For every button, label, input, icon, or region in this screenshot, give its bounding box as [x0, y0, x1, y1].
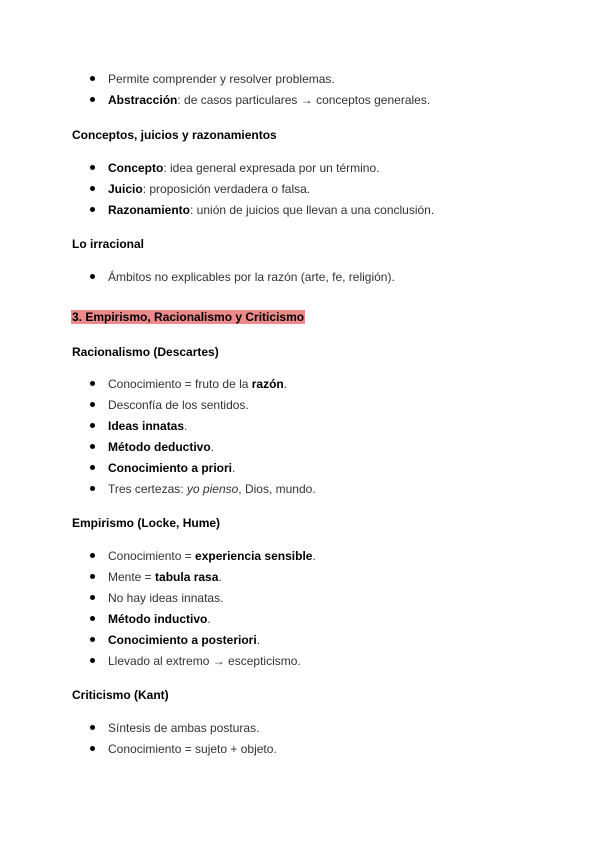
item-text: : idea general expresada por un término. — [163, 161, 380, 175]
item-text: . — [232, 461, 236, 475]
bullet-icon — [90, 637, 95, 642]
list-item — [108, 570, 222, 584]
bullet-icon — [90, 274, 95, 279]
item-text: Permite comprender y resolver problemas. — [108, 72, 335, 86]
item-text: : proposición verdadera o falsa. — [142, 182, 311, 196]
bullet-icon — [90, 595, 95, 600]
item-text: . — [184, 419, 188, 433]
bullet-icon — [90, 486, 95, 491]
bullet-icon — [90, 553, 95, 558]
item-text: . — [207, 612, 211, 626]
list-item — [108, 72, 335, 86]
item-text: Llevado al extremo → escepticismo. — [108, 654, 301, 668]
bold-term: Razonamiento — [108, 203, 191, 217]
bullet-icon — [90, 207, 95, 212]
bullet-icon — [90, 616, 95, 621]
section-heading: Conceptos, juicios y razonamientos — [72, 128, 277, 142]
bold-term: Abstracción — [108, 93, 178, 107]
bold-term: Conocimiento a priori — [108, 461, 233, 475]
section-heading: 3. Empirismo, Racionalismo y Criticismo — [72, 310, 305, 324]
item-text: : de casos particulares → conceptos generales. — [177, 93, 431, 107]
section-heading: Racionalismo (Descartes) — [72, 345, 219, 359]
list-item — [108, 93, 430, 107]
list-item — [108, 721, 259, 735]
bullet-icon — [90, 381, 95, 386]
section-heading: Empirismo (Locke, Hume) — [72, 516, 221, 530]
bold-term: experiencia sensible — [195, 549, 313, 563]
bullet-icon — [90, 658, 95, 663]
bullet-icon — [90, 574, 95, 579]
bullet-icon — [90, 423, 95, 428]
item-text: , Dios, mundo. — [238, 482, 316, 496]
item-text: Mente = — [108, 570, 156, 584]
list-item — [108, 377, 287, 391]
bold-term: Método deductivo — [108, 440, 211, 454]
bold-term: Concepto — [108, 161, 164, 175]
list-item — [108, 440, 214, 454]
italic-text: yo pienso — [186, 482, 239, 496]
list-item — [108, 549, 316, 563]
list-item — [108, 398, 249, 412]
item-text: Ámbitos no explicables por la razón (arte, fe, religión). — [108, 270, 395, 284]
list-item — [108, 270, 395, 284]
list-item — [108, 161, 379, 175]
list-item — [108, 654, 301, 668]
list-item — [108, 591, 223, 605]
item-text: . — [312, 549, 316, 563]
item-text: Tres certezas: — [108, 482, 187, 496]
item-text: : unión de juicios que llevan a una conclusión. — [190, 203, 435, 217]
list-item — [108, 182, 310, 196]
item-text: Síntesis de ambas posturas. — [108, 721, 260, 735]
list-item — [108, 203, 434, 217]
bold-term: razón — [251, 377, 284, 391]
section-heading: Criticismo (Kant) — [72, 688, 169, 702]
item-text: Conocimiento = fruto de la — [108, 377, 252, 391]
list-item — [108, 419, 187, 433]
bold-term: Juicio — [108, 182, 143, 196]
item-text: . — [218, 570, 222, 584]
bullet-icon — [90, 186, 95, 191]
list-item — [108, 461, 235, 475]
list-item — [108, 742, 277, 756]
bullet-icon — [90, 465, 95, 470]
bold-term: Conocimiento a posteriori — [108, 633, 257, 647]
item-text: Conocimiento = sujeto + objeto. — [108, 742, 277, 756]
item-text: Desconfía de los sentidos. — [108, 398, 249, 412]
section-heading: Lo irracional — [72, 237, 145, 251]
item-text: Conocimiento = — [108, 549, 196, 563]
bullet-icon — [90, 402, 95, 407]
list-item — [108, 633, 260, 647]
bullet-icon — [90, 746, 95, 751]
bullet-icon — [90, 444, 95, 449]
bullet-icon — [90, 97, 95, 102]
item-text: No hay ideas innatas. — [108, 591, 224, 605]
list-item — [108, 612, 211, 626]
item-text: . — [283, 377, 288, 391]
bullet-icon — [90, 76, 95, 81]
bold-term: Método inductivo — [108, 612, 208, 626]
item-text: . — [210, 440, 215, 454]
bullet-icon — [90, 725, 95, 730]
item-text: . — [256, 633, 261, 647]
bold-term: Ideas innatas — [108, 419, 185, 433]
list-item — [108, 482, 316, 496]
bullet-icon — [90, 165, 95, 170]
bold-term: tabula rasa — [155, 570, 219, 584]
